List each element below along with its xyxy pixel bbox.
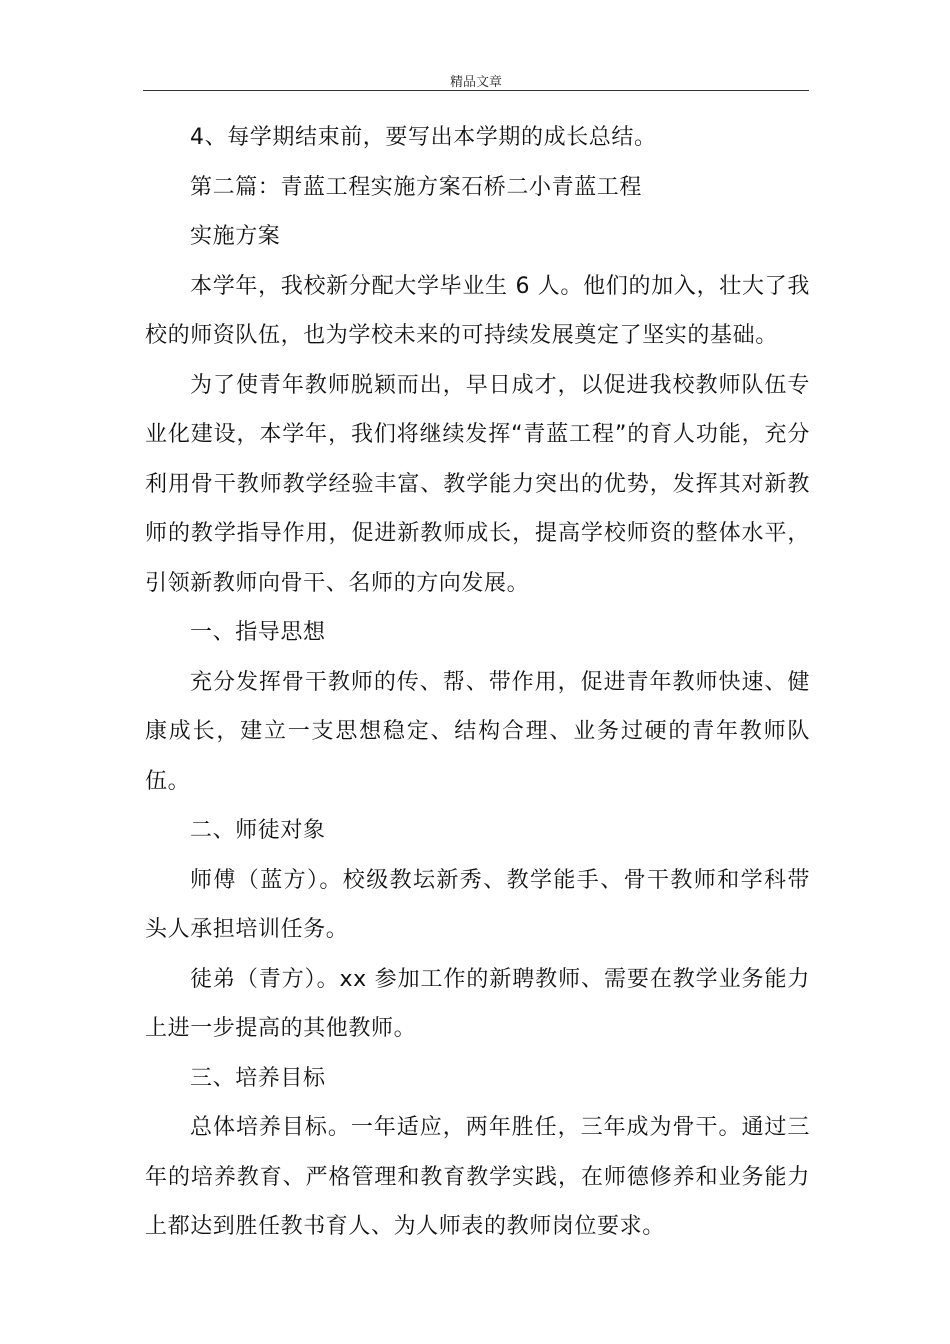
section-heading-mentor-objects: 二、师徒对象: [190, 818, 326, 843]
paragraph-mentor: 师傅（蓝方）。校级教坛新秀、教学能手、骨干教师和学科带头人承担培训任务。: [145, 867, 810, 942]
paragraph-apprentice: 徒弟（青方）。xx 参加工作的新聘教师、需要在教学业务能力上进一步提高的其他教师。: [145, 966, 810, 1041]
section-heading-guiding-idea: 一、指导思想: [190, 620, 326, 645]
paragraph-guiding-idea: 充分发挥骨干教师的传、帮、带作用，促进青年教师快速、健康成长，建立一支思想稳定、结构合理、业务过硬的青年教师队伍。: [145, 669, 810, 794]
document-body: [145, 113, 810, 1252]
paragraph-plan-heading: 实施方案: [190, 224, 281, 249]
paragraph-purpose: 为了使青年教师脱颖而出，早日成才，以促进我校教师队伍专业化建设，本学年，我们将继续发挥“青蓝工程”的育人功能，充分利用骨干教师教学经验丰富、教学能力突出的优势，发挥其对新教师的教学指导作用，促进新教师成长，提高学校师资的整体水平，引领新教师向骨干、名师的方向发展。: [145, 372, 810, 596]
paragraph-chapter-title: 第二篇：青蓝工程实施方案石桥二小青蓝工程: [190, 174, 643, 200]
header-title: 精品文章: [449, 75, 502, 90]
page-header: [143, 62, 809, 91]
paragraph-training-goals: 总体培养目标。一年适应，两年胜任，三年成为骨干。通过三年的培养教育、严格管理和教育教学实践，在师德修养和业务能力上都达到胜任教书育人、为人师表的教师岗位要求。: [145, 1115, 810, 1239]
section-heading-training-goals: 三、培养目标: [190, 1065, 326, 1091]
paragraph-summary-requirement: 4、每学期结束前，要写出本学期的成长总结。: [190, 125, 657, 150]
paragraph-intro: 本学年，我校新分配大学毕业生 6 人。他们的加入，壮大了我校的师资队伍，也为学校未来的可持续发展奠定了坚实的基础。: [145, 273, 810, 348]
